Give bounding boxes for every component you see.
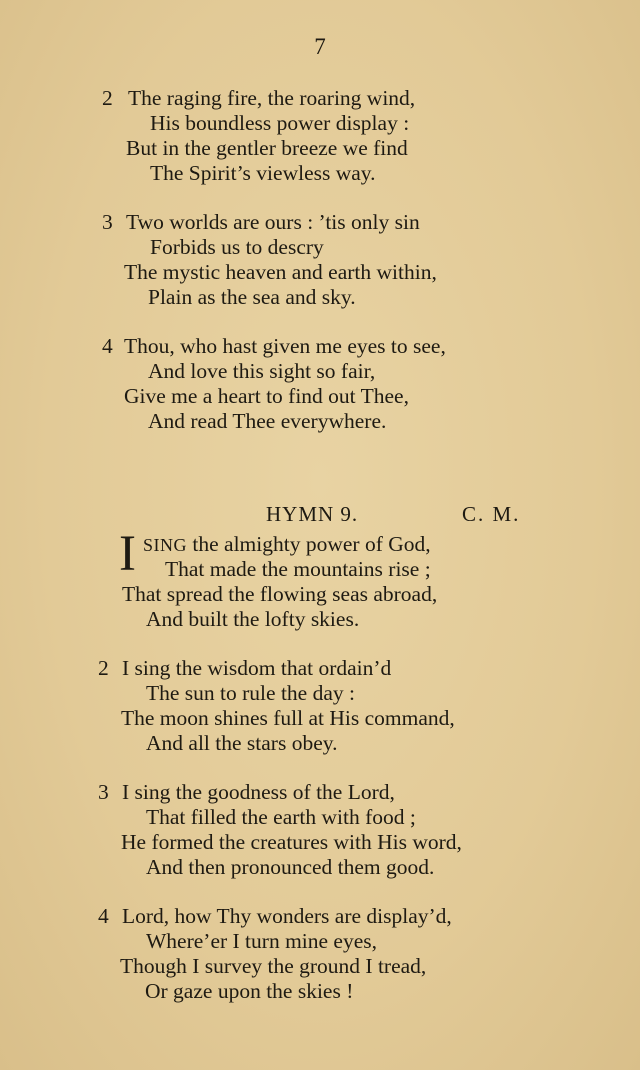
stanza-number: 4 [98,904,109,928]
page-number: 7 [314,34,326,59]
stanza-number: 2 [98,656,109,680]
verse-line: That made the mountains rise ; [165,557,431,581]
verse-line: The mystic heaven and earth within, [124,260,437,284]
verse-line: And read Thee everywhere. [148,409,387,433]
verse-line: And love this sight so fair, [148,359,376,383]
verse-line: Though I survey the ground I tread, [120,954,427,978]
first-word-smallcaps: SING [143,535,188,555]
verse-line: And built the lofty skies. [146,607,360,631]
verse-line: That spread the flowing seas abroad, [122,582,438,606]
hymn-heading [0,500,640,528]
verse-line: He formed the creatures with His word, [121,830,462,854]
verse-line: And all the stars obey. [146,731,338,755]
stanza-number: 3 [102,210,113,234]
verse-line: And then pronounced them good. [146,855,435,879]
verse-line: Or gaze upon the skies ! [145,979,354,1003]
stanza-number: 2 [102,86,113,110]
verse-line: Lord, how Thy wonders are display’d, [122,904,452,928]
verse-line: The sun to rule the day : [146,681,355,705]
verse-line: Where’er I turn mine eyes, [146,929,378,953]
hymn-meter: C. M. [462,502,521,526]
verse-line: Two worlds are ours : ’tis only sin [126,210,420,234]
verse-line: The raging fire, the roaring wind, [128,86,416,110]
verse-line: The moon shines full at His command, [121,706,455,730]
hymn-title: HYMN 9. [266,502,359,526]
stanza-number: 4 [102,334,113,358]
verse-line: I sing the goodness of the Lord, [122,780,395,804]
verse-line-first [143,532,431,557]
verse-line: Forbids us to descry [150,235,324,259]
verse-line: The Spirit’s viewless way. [150,161,376,185]
verse-line: Plain as the sea and sky. [148,285,356,309]
verse-line: His boundless power display : [150,111,410,135]
stanza-number: 3 [98,780,109,804]
drop-cap: I [119,526,136,582]
verse-line: I sing the wisdom that ordain’d [122,656,392,680]
verse-line: Give me a heart to find out Thee, [124,384,409,408]
verse-line: Thou, who hast given me eyes to see, [124,334,446,358]
verse-line: That filled the earth with food ; [146,805,416,829]
first-line-rest: the almighty power of God, [187,532,431,556]
verse-line: But in the gentler breeze we find [126,136,408,160]
